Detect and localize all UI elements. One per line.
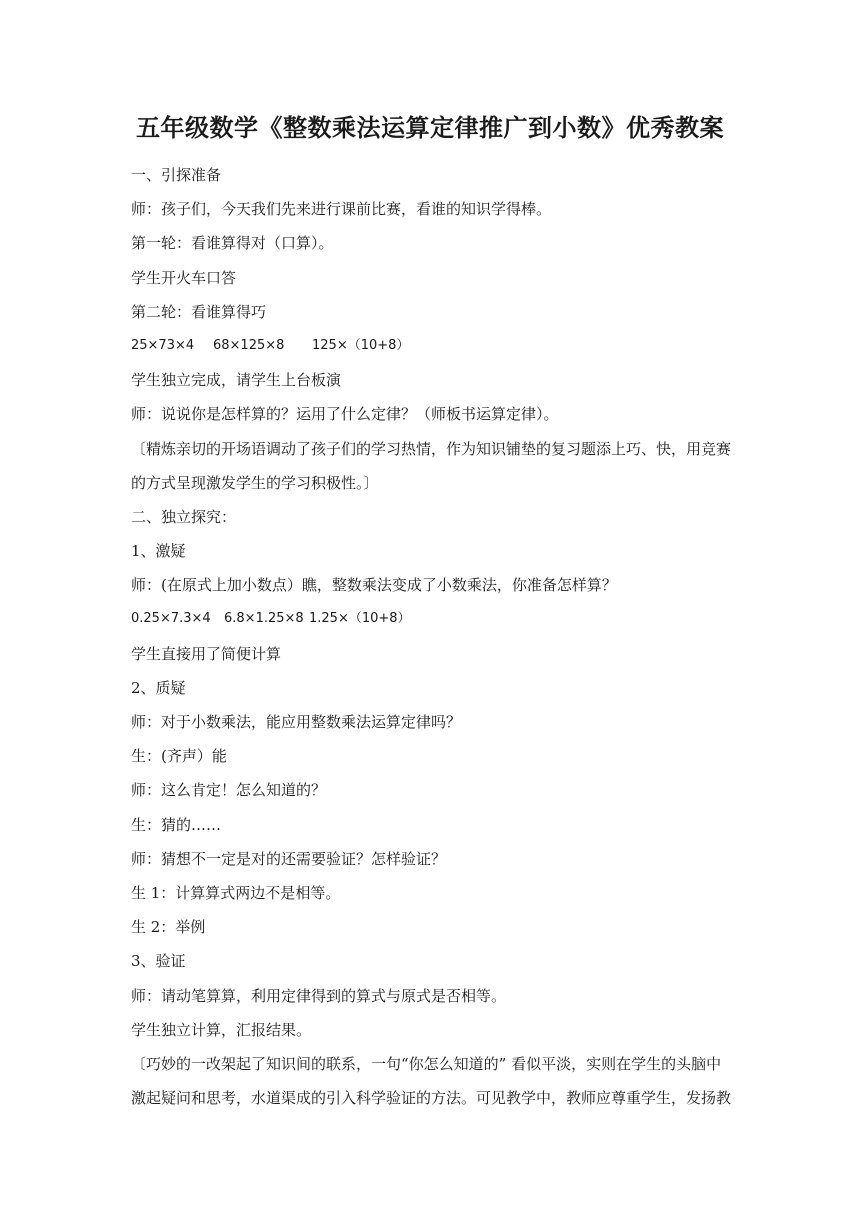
paragraph: 师：猜想不一定是对的还需要验证？怎样验证？ [131, 849, 447, 868]
paragraph: 学生独立完成，请学生上台板演 [131, 371, 342, 390]
section-heading: 二、独立探究： [131, 507, 237, 526]
math-expression: 6.8×1.25×8 [224, 611, 304, 627]
math-expression: 68×125×8 [213, 337, 285, 353]
paragraph: 学生独立计算，汇报结果。 [131, 1020, 312, 1039]
paragraph: 学生开火车口答 [131, 268, 237, 287]
document-title: 五年级数学《整数乘法运算定律推广到小数》优秀教案 [136, 113, 724, 142]
subsection-heading: 2、质疑 [131, 678, 186, 697]
math-expression: 25×73×4 [131, 337, 195, 353]
paragraph: 师：对于小数乘法，能应用整数乘法运算定律吗？ [131, 713, 462, 731]
section-heading: 一、引探准备 [131, 166, 222, 184]
paragraph: 学生直接用了简便计算 [131, 644, 282, 663]
comment-paragraph: 〔精炼亲切的开场语调动了孩子们的学习热情，作为知识铺垫的复习题添上巧、快，用竞赛 [131, 439, 732, 458]
math-expressions-decimal [131, 602, 736, 636]
paragraph: 生 2：举例 [131, 918, 206, 937]
paragraph: 生：猜的…… [131, 815, 222, 834]
document-body [131, 158, 736, 1115]
paragraph: 师：(在原式上加小数点）瞧，整数乘法变成了小数乘法，你准备怎样算？ [131, 576, 617, 595]
math-expression: 1.25×（10+8） [309, 611, 411, 627]
subsection-heading: 1、激疑 [131, 542, 186, 561]
paragraph: 生：(齐声）能 [131, 747, 227, 766]
subsection-heading: 3、验证 [131, 952, 186, 971]
comment-paragraph: 激起疑问和思考，水道渠成的引入科学验证的方法。可见教学中，教师应尊重学生，发扬教 [131, 1089, 732, 1108]
paragraph: 师：孩子们，今天我们先来进行课前比赛，看谁的知识学得棒。 [131, 200, 552, 219]
math-expression: 125×（10+8） [312, 337, 410, 353]
paragraph: 生 1：计算算式两边不是相等。 [131, 883, 341, 902]
paragraph: 师：这么肯定！怎么知道的？ [131, 781, 327, 800]
math-expression: 0.25×7.3×4 [131, 611, 211, 627]
paragraph: 师：说说你是怎样算的？运用了什么定律？（师板书运算定律）。 [131, 405, 559, 424]
paragraph: 师：请动笔算算，利用定律得到的算式与原式是否相等。 [131, 986, 507, 1005]
comment-paragraph: 〔巧妙的一改架起了知识间的联系，一句“你怎么知道的” 看似平淡，实则在学生的头脑中 [131, 1054, 722, 1073]
paragraph: 第一轮：看谁算得对（口算）。 [131, 234, 334, 253]
math-expressions-integer [131, 329, 736, 363]
comment-paragraph: 的方式呈现激发学生的学习积极性。〕 [131, 473, 379, 492]
paragraph: 第二轮：看谁算得巧 [131, 302, 267, 321]
